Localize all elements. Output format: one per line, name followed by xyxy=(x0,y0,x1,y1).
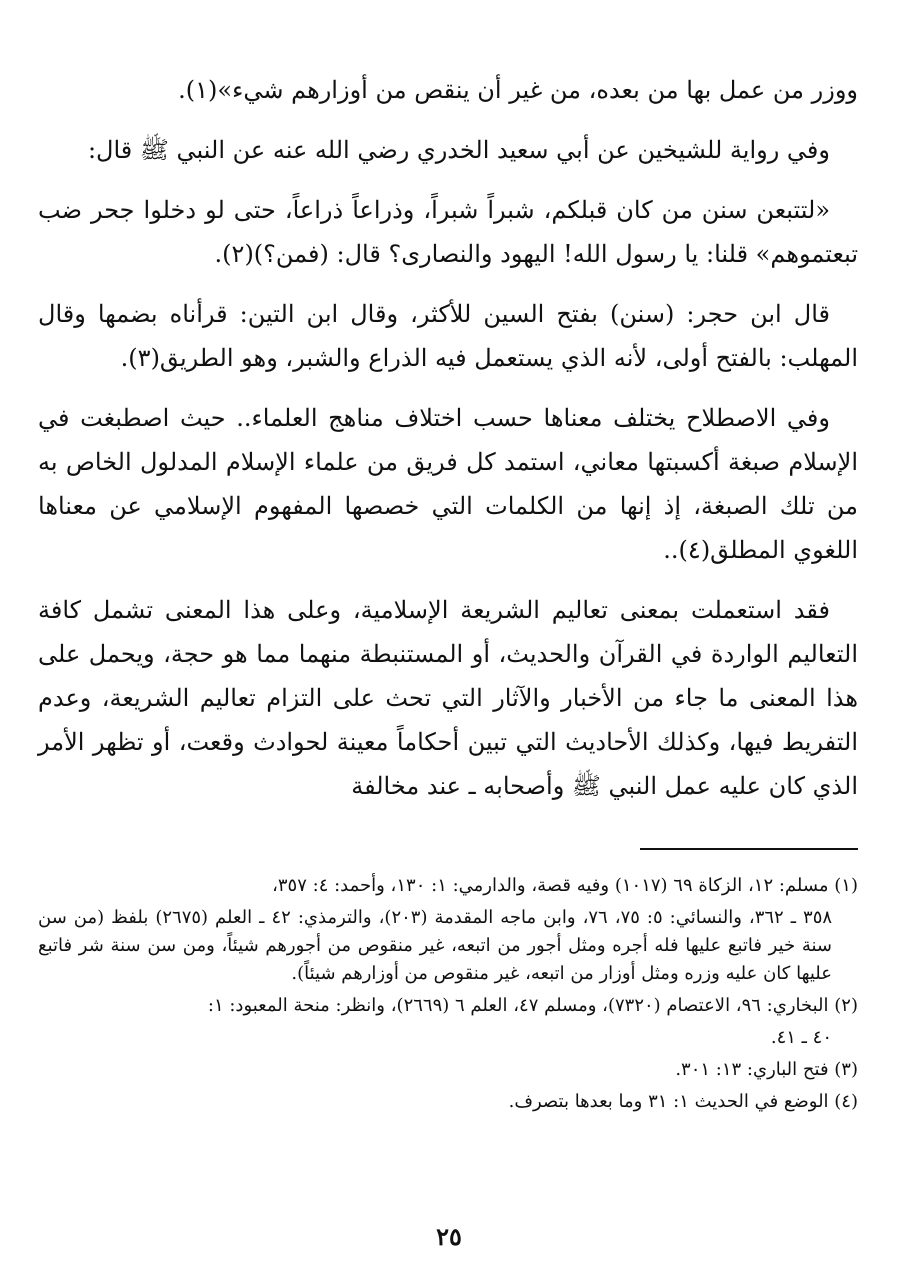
footnote-4: (٤) الوضع في الحديث ١: ٣١ وما بعدها بتصرف. xyxy=(508,1091,858,1112)
page-number: ٢٥ xyxy=(436,1222,462,1251)
paragraph-3-hadith-quote: «لتتبعن سنن من كان قبلكم، شبراً شبراً، وذراعاً ذراعاً، حتى لو دخلوا جحر ضب تبعتموهم» قلنا: يا رسول الله! اليهود والنصارى؟ قال: (فمن؟)(٢). xyxy=(38,196,858,268)
paragraph-4: قال ابن حجر: (سنن) بفتح السين للأكثر، وقال ابن التين: قرأناه بضمها وقال المهلب: بالفتح أولى، لأنه الذي يستعمل فيه الذراع والشبر، وهو الطريق(٣). xyxy=(38,300,858,372)
footnote-2: (٢) البخاري: ٩٦، الاعتصام (٧٣٢٠)، ومسلم ٤٧، العلم ٦ (٢٦٦٩)، وانظر: منحة المعبود: ١: xyxy=(207,995,858,1016)
footnote-1: (١) مسلم: ١٢، الزكاة ٦٩ (١٠١٧) وفيه قصة، والدارمي: ١: ١٣٠، وأحمد: ٤: ٣٥٧، xyxy=(272,875,858,896)
paragraph-1: ووزر من عمل بها من بعده، من غير أن ينقص من أوزارهم شيء»(١). xyxy=(178,76,858,104)
footnote-1-continuation: ٣٥٨ ـ ٣٦٢، والنسائي: ٥: ٧٥، ٧٦، وابن ماجه المقدمة (٢٠٣)، والترمذي: ٤٢ ـ العلم (٢٦٧٥) بلفظ (من سن سنة خير فاتبع عليها فله أجره ومثل أجور من اتبعه، غير منقوص من أجورهم شيئاً، ومن سن سنة شر فاتبع عليها كان عليه وزره ومثل أوزار من اتبعه، غير منقوص من أوزارهم شيئاً). xyxy=(38,907,833,984)
paragraph-2: وفي رواية للشيخين عن أبي سعيد الخدري رضي الله عنه عن النبي ﷺ قال: xyxy=(87,136,830,164)
footnote-separator xyxy=(640,848,858,850)
main-text xyxy=(38,68,858,824)
footnote-3: (٣) فتح الباري: ١٣: ٣٠١. xyxy=(675,1059,858,1080)
paragraph-5: وفي الاصطلاح يختلف معناها حسب اختلاف مناهج العلماء.. حيث اصطبغت في الإسلام صبغة أكسبتها معاني، استمد كل فريق من علماء الإسلام المدلول الخاص به من تلك الصبغة، إذ إنها من الكلمات التي خصصها المفهوم الإسلامي عن معناها اللغوي المطلق(٤).. xyxy=(38,404,858,564)
paragraph-6: فقد استعملت بمعنى تعاليم الشريعة الإسلامية، وعلى هذا المعنى تشمل كافة التعاليم الواردة في القرآن والحديث، أو المستنبطة منهما مما هو حجة، ويحمل على هذا المعنى ما جاء من الأخبار والآثار التي تحث على التزام تعاليم الشريعة، وعدم التفريط فيها، وكذلك الأحاديث التي تبين أحكاماً معينة لحوادث وقعت، أو تظهر الأمر الذي كان عليه عمل النبي ﷺ وأصحابه ـ عند مخالفة xyxy=(38,596,858,800)
footnote-2-continuation: ٤٠ ـ ٤١. xyxy=(770,1027,832,1048)
footnotes xyxy=(38,872,858,1120)
